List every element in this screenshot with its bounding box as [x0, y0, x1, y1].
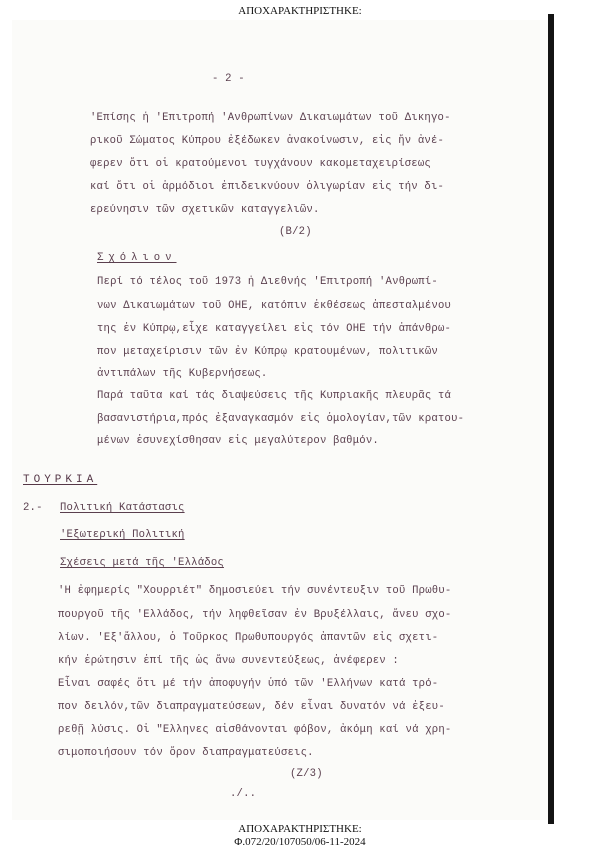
section-title: Πολιτική Κατάστασις — [60, 502, 185, 514]
comment-heading: Σχόλιον — [97, 252, 177, 264]
paragraph1-line-3: φερεν ὅτι οἱ κρατούμενοι τυγχάνουν κακομεταχειρίσεως — [90, 158, 431, 170]
paragraph2-line-7: ρεθῇ λύσις. Οἱ "Ελληνες αἰσθάνονται φόβον, ἀκόμη καί νά χρη- — [58, 724, 452, 736]
page-edge-shadow — [548, 14, 554, 824]
section-subtitle: 'Εξωτερική Πολιτική — [60, 529, 185, 541]
paragraph2-line-3: λίων. 'Εξ'ἄλλου, ὁ Τοῦρκος Πρωθυπουργός ἀπαντῶν εἰς σχετι- — [58, 632, 439, 644]
page-number: - 2 - — [212, 73, 245, 85]
declassification-code: Φ.072/20/107050/06-11-2024 — [234, 836, 366, 848]
paragraph2-line-1: 'Η ἐφημερίς "Χουρριέτ" δημοσιεύει τήν συνέντευξιν τοῦ Πρωθυ- — [58, 585, 452, 597]
paragraph1-line-2: ρικοῦ Σώματος Κύπρου ἐξέδωκεν ἀνακοίνωσιν, εἰς ἥν ἀνέ- — [90, 135, 445, 147]
paragraph1-line-5: ερεύνησιν τῶν σχετικῶν καταγγελιῶν. — [90, 204, 320, 216]
comment-a-line-5: ἀντιπάλων τῆς Κυβερνήσεως. — [97, 368, 268, 380]
country-heading: ΤΟΥΡΚΙΑ — [23, 474, 98, 486]
comment-b-line-3: μένων ἐσυνεχίσθησαν εἰς μεγαλύτερον βαθμόν. — [97, 435, 379, 447]
declassification-label: ΑΠΟΧΑΡΑΚΤΗΡΙΣΤΗΚΕ: — [238, 5, 362, 17]
comment-b-line-1: Παρά ταῦτα καί τάς διαψεύσεις τῆς Κυπριακῆς πλευρᾶς τά — [97, 390, 452, 402]
paragraph2-line-2: πουργοῦ τῆς 'Ελλάδος, τήν ληφθεῖσαν ἐν Βρυξέλλαις, ἄνευ σχο- — [58, 609, 452, 621]
comment-b-line-2: βασανιστήρια,πρός ἐξαναγκασμόν εἰς ὁμολογίαν,τῶν κρατου- — [97, 413, 465, 425]
comment-a-line-3: της ἐν Κύπρῳ,εἶχε καταγγείλει εἰς τόν ΟΗΕ τήν ἀπάνθρω- — [97, 323, 452, 335]
paragraph2-line-8: σιμοποιήσουν τόν ὅρον διαπραγματεύσεις. — [58, 747, 314, 759]
paragraph2-line-4: κήν ἐρώτησιν ἐπί τῆς ὡς ἄνω συνεντεύξεως, ἀνέφερεν : — [58, 655, 399, 667]
paragraph1-ref: (Β/2) — [279, 226, 312, 238]
continuation-mark: ./.. — [230, 788, 257, 800]
paragraph2-ref: (Ζ/3) — [290, 768, 323, 780]
section-number: 2.- — [23, 502, 43, 514]
paragraph1-line-4: καί ὅτι οἱ ἁρμόδιοι ἐπιδεικνύουν ὀλιγωρίαν εἰς τήν δι- — [90, 181, 445, 193]
paragraph1-line-1: 'Επίσης ἡ 'Επιτροπή 'Ανθρωπίνων Δικαιωμάτων τοῦ Δικηγο- — [90, 112, 451, 124]
comment-a-line-1: Περί τό τέλος τοῦ 1973 ἡ Διεθνής 'Επιτροπή 'Ανθρωπί- — [97, 276, 438, 288]
declassification-footer — [0, 823, 600, 849]
paragraph2-line-5: Εἶναι σαφές ὅτι μέ τήν ἀποφυγήν ὑπό τῶν 'Ελλήνων κατά τρό- — [58, 678, 439, 690]
paragraph2-line-6: πον δειλόν,τῶν διαπραγματεύσεων, δέν εἶναι δυνατόν νά ἐξευ- — [58, 701, 445, 713]
comment-a-line-2: νων Δικαιωμάτων τοῦ ΟΗΕ, κατόπιν ἐκθέσεως ἀπεσταλμένου — [97, 300, 452, 312]
declassification-label: ΑΠΟΧΑΡΑΚΤΗΡΙΣΤΗΚΕ: — [238, 823, 362, 835]
section-subsubtitle: Σχέσεις μετά τῆς 'Ελλάδος — [60, 557, 224, 569]
comment-a-line-4: πον μεταχείρισιν τῶν ἐν Κύπρῳ κρατουμένων, πολιτικῶν — [97, 346, 438, 358]
